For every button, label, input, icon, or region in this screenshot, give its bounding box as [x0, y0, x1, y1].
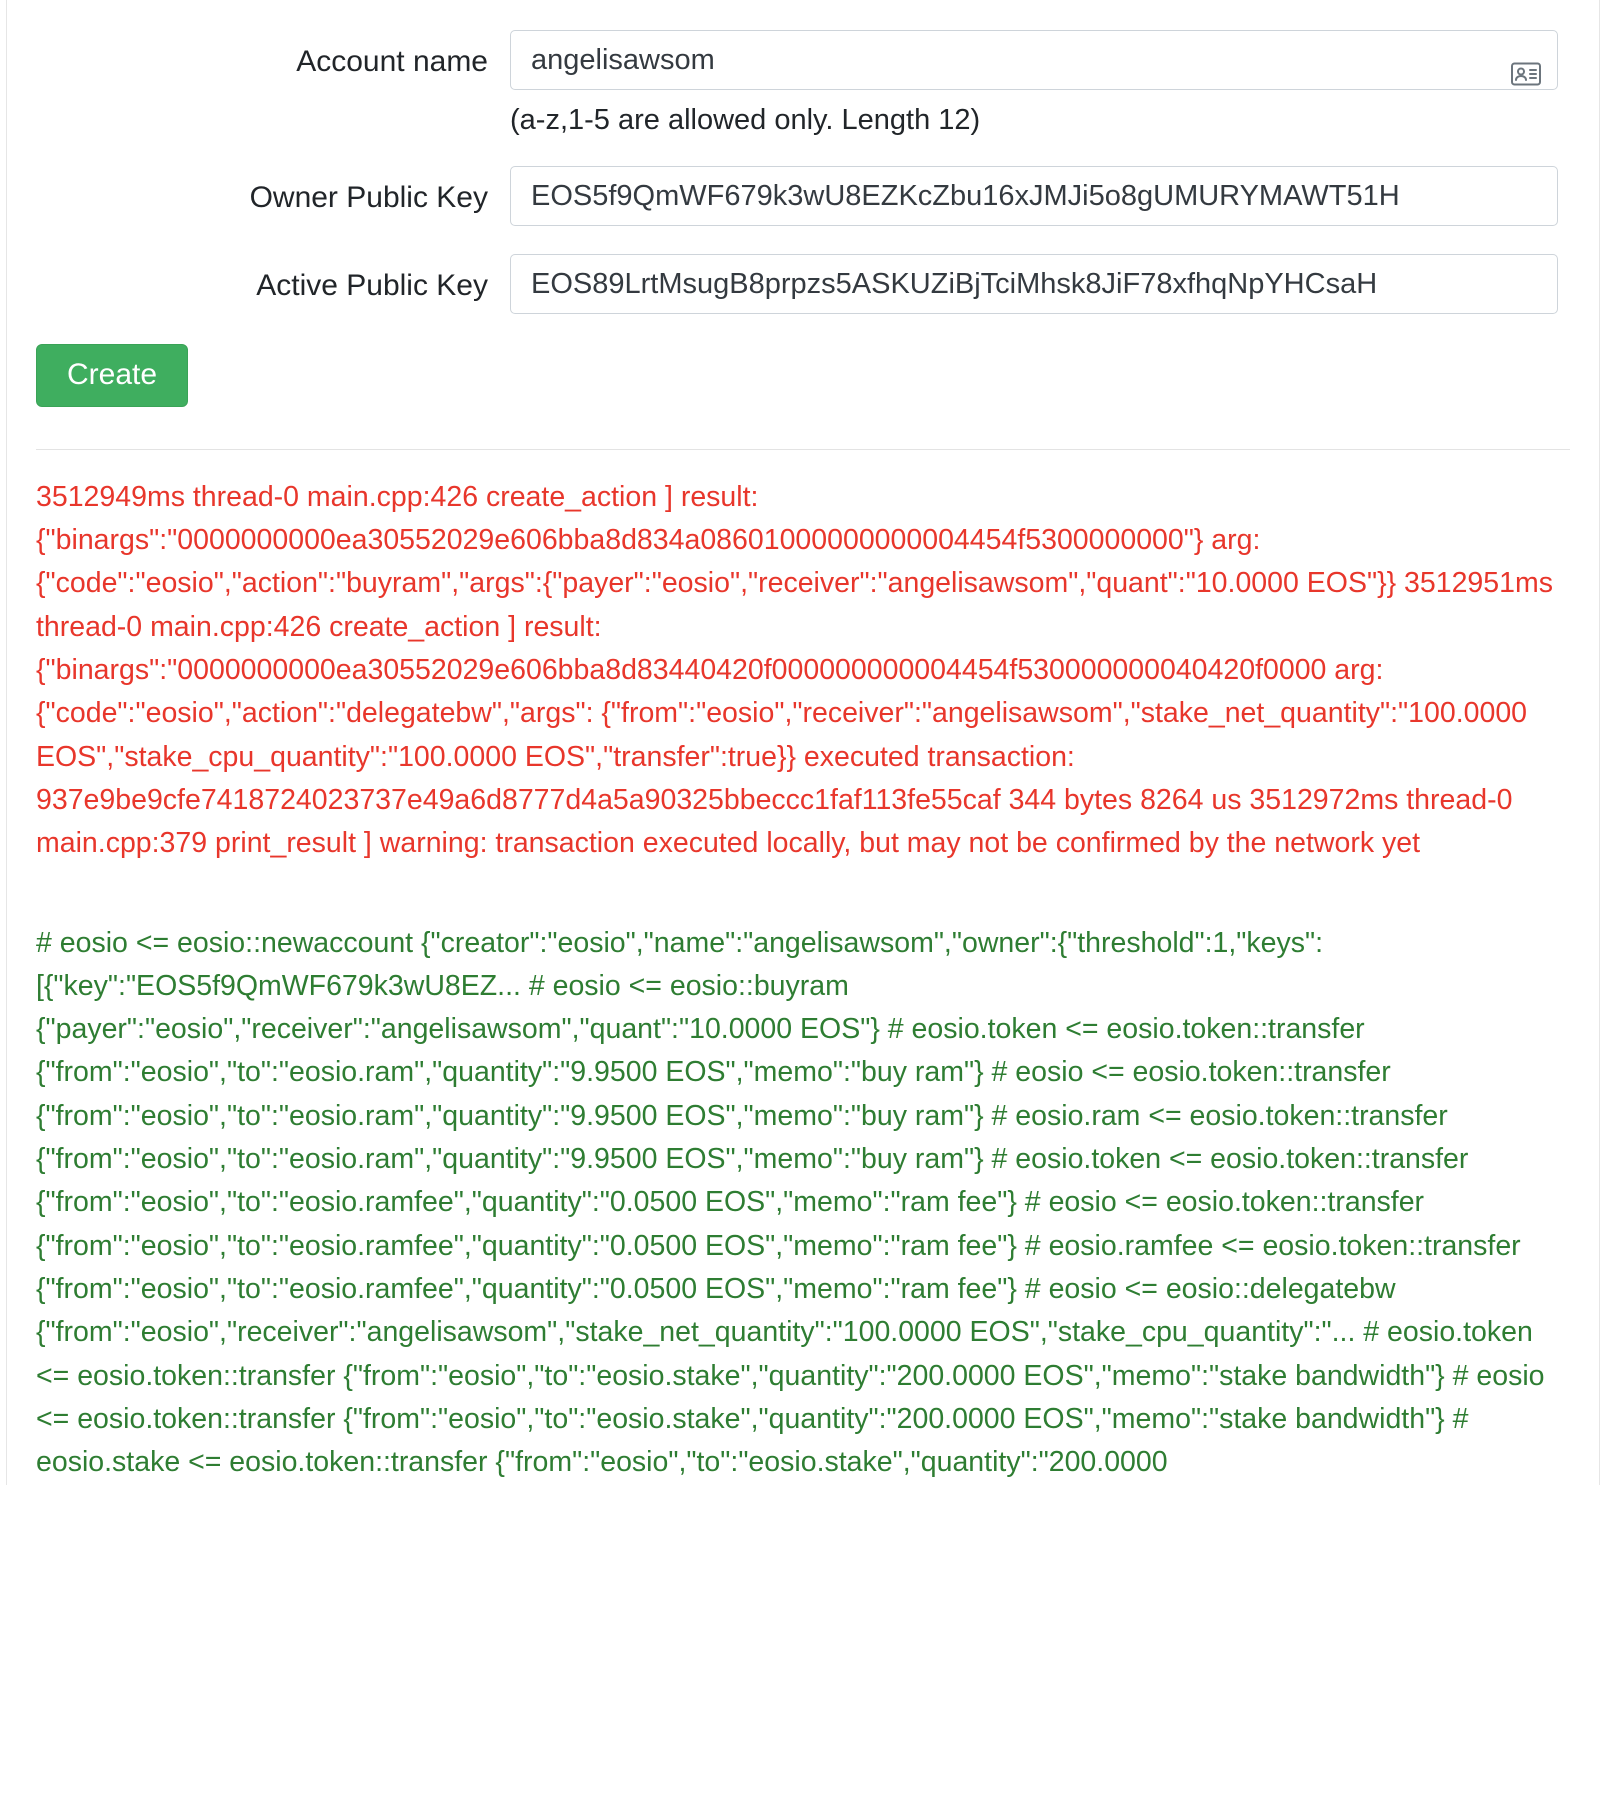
transaction-error-log: 3512949ms thread-0 main.cpp:426 create_action ] result: {"binargs":"0000000000ea30552029e606bba8d834a08601000000000004454f5300000000"} arg: {"code":"eosio","action":"buyram","args":{"payer":"eosio","receiver":"angelisawsom","quant":"10.0000 EOS"}} 3512951ms thread-0 main.cpp:426 create_action ] result: {"binargs":"0000000000ea30552029e606bba8d83440420f000000000004454f530000000040420f0000 arg: {"code":"eosio","action":"delegatebw","args": {"from":"eosio","receiver":"angelisawsom","stake_net_quantity":"100.0000 EOS","stake_cpu_quantity":"100.0000 EOS","transfer":true}} executed transaction: 937e9be9cfe7418724023737e49a6d8777d4a5a90325bbeccc1faf113fe55caf 344 bytes 8264 us 3512972ms thread-0 main.cpp:379 print_result ] warning: transaction executed locally, but may not be confirmed by the network yet — [36, 480, 1561, 860]
active-key-label: Active Public Key — [256, 268, 488, 302]
active-key-input[interactable]: EOS89LrtMsugB8prpzs5ASKUZiBjTciMhsk8JiF78xfhqNpYHCsaH — [510, 254, 1558, 314]
owner-key-input[interactable]: EOS5f9QmWF679k3wU8EZKcZbu16xJMJi5o8gUMURYMAWT51H — [510, 166, 1558, 226]
create-button[interactable]: Create — [36, 344, 188, 407]
owner-key-label: Owner Public Key — [249, 180, 488, 214]
active-key-row — [0, 254, 1606, 314]
row-spacer-1 — [0, 226, 1606, 254]
transaction-success-log: # eosio <= eosio::newaccount {"creator":"eosio","name":"angelisawsom","owner":{"threshold":1,"keys": [{"key":"EOS5f9QmWF679k3wU8EZ... # eosio <= eosio::buyram {"payer":"eosio","receiver":"angelisawsom","quant":"10.0000 EOS"} # eosio.token <= eosio.token::transfer {"from":"eosio","to":"eosio.ram","quantity":"9.9500 EOS","memo":"buy ram"} # eosio <= eosio.token::transfer {"from":"eosio","to":"eosio.ram","quantity":"9.9500 EOS","memo":"buy ram"} # eosio.ram <= eosio.token::transfer {"from":"eosio","to":"eosio.ram","quantity":"9.9500 EOS","memo":"buy ram"} # eosio.token <= eosio.token::transfer {"from":"eosio","to":"eosio.ramfee","quantity":"0.0500 EOS","memo":"ram fee"} # eosio <= eosio.token::transfer {"from":"eosio","to":"eosio.ramfee","quantity":"0.0500 EOS","memo":"ram fee"} # eosio.ramfee <= eosio.token::transfer {"from":"eosio","to":"eosio.ramfee","quantity":"0.0500 EOS","memo":"ram fee"} # eosio <= eosio::delegatebw {"from":"eosio","receiver":"angelisawsom","stake_net_quantity":"100.0000 EOS","stake_cpu_quantity":"... # eosio.token <= eosio.token::transfer {"from":"eosio","to":"eosio.stake","quantity":"200.0000 EOS","memo":"stake bandwidth"} # eosio <= eosio.token::transfer {"from":"eosio","to":"eosio.stake","quantity":"200.0000 EOS","memo":"stake bandwidth"} # eosio.stake <= eosio.token::transfer {"from":"eosio","to":"eosio.stake","quantity":"200.0000 — [36, 926, 1553, 1479]
active-key-field-wrap — [510, 254, 1606, 314]
account-name-hint-row — [0, 90, 1606, 166]
account-name-field-wrap — [510, 30, 1606, 90]
create-button-wrap — [0, 314, 1606, 407]
contact-card-icon — [1511, 48, 1541, 72]
page-edge-right — [1599, 0, 1606, 1485]
account-name-label: Account name — [296, 45, 488, 78]
owner-key-row — [0, 166, 1606, 226]
page-edge-left — [0, 0, 7, 1485]
owner-key-field-wrap — [510, 166, 1606, 226]
account-name-input[interactable]: angelisawsom — [510, 30, 1558, 90]
account-name-hint: (a-z,1-5 are allowed only. Length 12) — [510, 104, 981, 136]
account-name-row — [0, 30, 1606, 90]
hint-wrap — [510, 90, 1606, 166]
